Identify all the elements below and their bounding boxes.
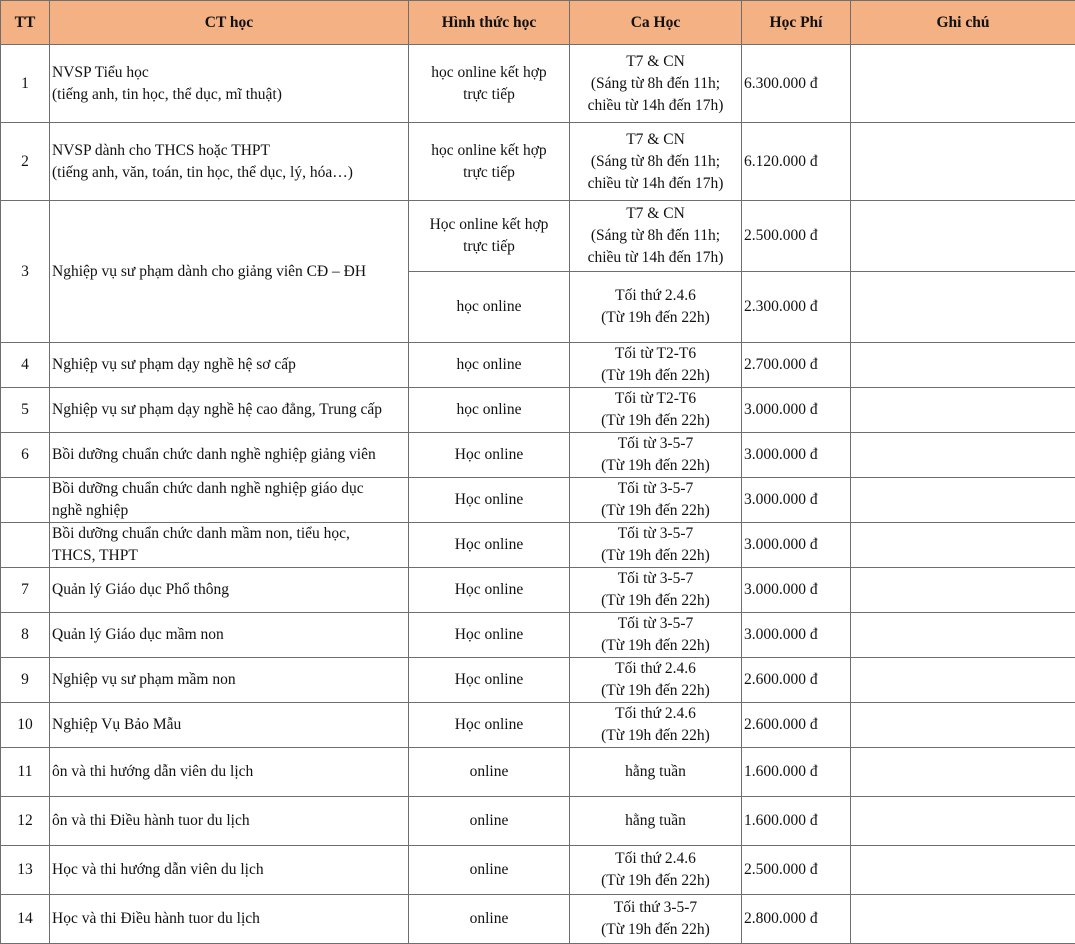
class-schedule [570, 433, 742, 478]
program-line: ôn và thi hướng dẫn viên du lịch [52, 761, 406, 783]
study-format [409, 478, 570, 523]
table-row [1, 846, 1075, 895]
program-line: Nghiệp vụ sư phạm mầm non [52, 669, 406, 691]
format-line: trực tiếp [411, 162, 567, 184]
table-row [1, 748, 1075, 797]
row-number: 13 [1, 846, 50, 895]
table-row [1, 123, 1075, 201]
schedule-line: (Từ 19h đến 22h) [572, 365, 739, 387]
class-schedule [570, 568, 742, 613]
program-line: Nghiệp vụ sư phạm dạy nghề hệ sơ cấp [52, 354, 406, 376]
header-tt: TT [1, 1, 50, 45]
note-cell [851, 272, 1075, 343]
class-schedule [570, 895, 742, 944]
schedule-line: chiều từ 14h đến 17h) [572, 247, 739, 269]
program-name [50, 846, 409, 895]
header-format: Hình thức học [409, 1, 570, 45]
schedule-line: Tối thứ 3-5-7 [572, 897, 739, 919]
class-schedule [570, 343, 742, 388]
schedule-line: (Từ 19h đến 22h) [572, 590, 739, 612]
table-row [1, 568, 1075, 613]
schedule-line: (Sáng từ 8h đến 11h; [572, 73, 739, 95]
note-cell [851, 846, 1075, 895]
note-cell [851, 45, 1075, 123]
program-line: (tiếng anh, văn, toán, tin học, thể dục, lý, hóa…) [52, 162, 406, 184]
format-line: Học online [411, 714, 567, 736]
table-body [1, 45, 1075, 944]
class-schedule [570, 748, 742, 797]
row-number: 7 [1, 568, 50, 613]
program-name [50, 613, 409, 658]
tuition-fee: 3.000.000 đ [742, 613, 851, 658]
schedule-line: Tối thứ 2.4.6 [572, 703, 739, 725]
note-cell [851, 895, 1075, 944]
row-number [1, 523, 50, 568]
program-line: Quản lý Giáo dục mầm non [52, 624, 406, 646]
schedule-line: (Từ 19h đến 22h) [572, 545, 739, 567]
format-line: trực tiếp [411, 236, 567, 258]
schedule-line: (Từ 19h đến 22h) [572, 307, 739, 329]
header-program: CT học [50, 1, 409, 45]
schedule-line: chiều từ 14h đến 17h) [572, 173, 739, 195]
program-line: Bồi dưỡng chuẩn chức danh nghề nghiệp giảng viên [52, 444, 406, 466]
study-format [409, 658, 570, 703]
class-schedule [570, 388, 742, 433]
table-row [1, 523, 1075, 568]
tuition-fee: 1.600.000 đ [742, 797, 851, 846]
note-cell [851, 658, 1075, 703]
program-line: Nghiệp vụ sư phạm dành cho giảng viên CĐ – ĐH [52, 261, 406, 283]
note-cell [851, 703, 1075, 748]
class-schedule [570, 45, 742, 123]
class-schedule [570, 658, 742, 703]
program-line: Nghiệp Vụ Bảo Mẫu [52, 714, 406, 736]
note-cell [851, 748, 1075, 797]
tuition-fee: 3.000.000 đ [742, 433, 851, 478]
study-format [409, 613, 570, 658]
format-line: Học online [411, 534, 567, 556]
tuition-fee: 2.600.000 đ [742, 703, 851, 748]
tuition-fee: 2.500.000 đ [742, 846, 851, 895]
study-format [409, 895, 570, 944]
schedule-line: (Từ 19h đến 22h) [572, 725, 739, 747]
study-format [409, 568, 570, 613]
program-name [50, 433, 409, 478]
tuition-fee: 2.300.000 đ [742, 272, 851, 343]
table-row [1, 703, 1075, 748]
tuition-fee: 2.600.000 đ [742, 658, 851, 703]
row-number [1, 478, 50, 523]
row-number: 12 [1, 797, 50, 846]
table-row [1, 201, 1075, 272]
schedule-line: Tối thứ 2.4.6 [572, 285, 739, 307]
study-format [409, 123, 570, 201]
schedule-line: Tối thứ 2.4.6 [572, 658, 739, 680]
row-number: 5 [1, 388, 50, 433]
table-row [1, 478, 1075, 523]
schedule-line: Tối từ T2-T6 [572, 388, 739, 410]
class-schedule [570, 201, 742, 272]
program-name [50, 895, 409, 944]
program-line: Bồi dưỡng chuẩn chức danh mầm non, tiểu học, [52, 523, 406, 545]
schedule-line: (Từ 19h đến 22h) [572, 635, 739, 657]
table-row [1, 658, 1075, 703]
row-number: 10 [1, 703, 50, 748]
schedule-line: (Từ 19h đến 22h) [572, 500, 739, 522]
program-name [50, 748, 409, 797]
program-line: Nghiệp vụ sư phạm dạy nghề hệ cao đẳng, Trung cấp [52, 399, 406, 421]
schedule-line: (Từ 19h đến 22h) [572, 680, 739, 702]
format-line: online [411, 908, 567, 930]
format-line: học online kết hợp [411, 62, 567, 84]
tuition-fee: 6.300.000 đ [742, 45, 851, 123]
program-name [50, 343, 409, 388]
program-name [50, 568, 409, 613]
format-line: Học online [411, 579, 567, 601]
format-line: Học online kết hợp [411, 214, 567, 236]
row-number: 11 [1, 748, 50, 797]
schedule-line: (Sáng từ 8h đến 11h; [572, 151, 739, 173]
study-format [409, 343, 570, 388]
class-schedule [570, 846, 742, 895]
tuition-fee: 3.000.000 đ [742, 568, 851, 613]
program-name [50, 123, 409, 201]
program-line: Học và thi Điều hành tuor du lịch [52, 908, 406, 930]
program-name [50, 388, 409, 433]
study-format [409, 748, 570, 797]
study-format [409, 523, 570, 568]
program-name [50, 45, 409, 123]
program-name [50, 703, 409, 748]
table-row [1, 343, 1075, 388]
class-schedule [570, 478, 742, 523]
format-line: Học online [411, 489, 567, 511]
table-row [1, 45, 1075, 123]
class-schedule [570, 272, 742, 343]
row-number: 14 [1, 895, 50, 944]
note-cell [851, 523, 1075, 568]
format-line: online [411, 810, 567, 832]
format-line: học online kết hợp [411, 140, 567, 162]
program-name [50, 523, 409, 568]
schedule-line: hằng tuần [572, 810, 739, 832]
program-name [50, 478, 409, 523]
program-line: Học và thi hướng dẫn viên du lịch [52, 859, 406, 881]
note-cell [851, 478, 1075, 523]
schedule-line: (Từ 19h đến 22h) [572, 455, 739, 477]
table-row [1, 388, 1075, 433]
row-number: 9 [1, 658, 50, 703]
row-number: 3 [1, 201, 50, 343]
header-note: Ghi chú [851, 1, 1075, 45]
row-number: 4 [1, 343, 50, 388]
program-name [50, 797, 409, 846]
note-cell [851, 343, 1075, 388]
schedule-line: Tối từ T2-T6 [572, 343, 739, 365]
note-cell [851, 568, 1075, 613]
row-number: 2 [1, 123, 50, 201]
tuition-fee: 6.120.000 đ [742, 123, 851, 201]
tuition-fee: 2.800.000 đ [742, 895, 851, 944]
note-cell [851, 797, 1075, 846]
study-format [409, 272, 570, 343]
schedule-line: Tối từ 3-5-7 [572, 478, 739, 500]
program-line: ôn và thi Điều hành tuor du lịch [52, 810, 406, 832]
table-row [1, 433, 1075, 478]
study-format [409, 797, 570, 846]
study-format [409, 201, 570, 272]
schedule-line: Tối từ 3-5-7 [572, 613, 739, 635]
format-line: học online [411, 296, 567, 318]
note-cell [851, 201, 1075, 272]
study-format [409, 703, 570, 748]
header-schedule: Ca Học [570, 1, 742, 45]
schedule-line: Tối từ 3-5-7 [572, 433, 739, 455]
class-schedule [570, 523, 742, 568]
schedule-line: Tối thứ 2.4.6 [572, 848, 739, 870]
row-number: 6 [1, 433, 50, 478]
program-line: Quản lý Giáo dục Phổ thông [52, 579, 406, 601]
schedule-line: chiều từ 14h đến 17h) [572, 95, 739, 117]
class-schedule [570, 123, 742, 201]
schedule-line: hằng tuần [572, 761, 739, 783]
note-cell [851, 613, 1075, 658]
header-fee: Học Phí [742, 1, 851, 45]
schedule-line: T7 & CN [572, 203, 739, 225]
class-schedule [570, 703, 742, 748]
format-line: Học online [411, 444, 567, 466]
note-cell [851, 433, 1075, 478]
tuition-fee: 1.600.000 đ [742, 748, 851, 797]
tuition-fee: 2.500.000 đ [742, 201, 851, 272]
format-line: Học online [411, 669, 567, 691]
note-cell [851, 388, 1075, 433]
schedule-line: Tối từ 3-5-7 [572, 523, 739, 545]
tuition-fee: 3.000.000 đ [742, 388, 851, 433]
program-name [50, 658, 409, 703]
study-format [409, 45, 570, 123]
class-schedule [570, 797, 742, 846]
program-line: nghề nghiệp [52, 500, 406, 522]
program-line: NVSP Tiểu học [52, 62, 406, 84]
format-line: trực tiếp [411, 84, 567, 106]
study-format [409, 846, 570, 895]
schedule-line: (Sáng từ 8h đến 11h; [572, 225, 739, 247]
tuition-fee: 2.700.000 đ [742, 343, 851, 388]
program-line: NVSP dành cho THCS hoặc THPT [52, 140, 406, 162]
format-line: Học online [411, 624, 567, 646]
schedule-line: T7 & CN [572, 51, 739, 73]
note-cell [851, 123, 1075, 201]
program-line: THCS, THPT [52, 545, 406, 567]
schedule-line: Tối từ 3-5-7 [572, 568, 739, 590]
row-number: 1 [1, 45, 50, 123]
header-row [1, 1, 1075, 45]
tuition-fee: 3.000.000 đ [742, 523, 851, 568]
schedule-line: (Từ 19h đến 22h) [572, 870, 739, 892]
table-row [1, 613, 1075, 658]
schedule-line: T7 & CN [572, 129, 739, 151]
study-format [409, 388, 570, 433]
format-line: học online [411, 399, 567, 421]
schedule-line: (Từ 19h đến 22h) [572, 410, 739, 432]
tuition-fee: 3.000.000 đ [742, 478, 851, 523]
program-line: (tiếng anh, tin học, thể dục, mĩ thuật) [52, 84, 406, 106]
row-number: 8 [1, 613, 50, 658]
schedule-line: (Từ 19h đến 22h) [572, 919, 739, 941]
table-row [1, 797, 1075, 846]
format-line: học online [411, 354, 567, 376]
class-schedule [570, 613, 742, 658]
program-name [50, 201, 409, 343]
program-line: Bồi dưỡng chuẩn chức danh nghề nghiệp giáo dục [52, 478, 406, 500]
format-line: online [411, 761, 567, 783]
table-row [1, 895, 1075, 944]
study-format [409, 433, 570, 478]
format-line: online [411, 859, 567, 881]
